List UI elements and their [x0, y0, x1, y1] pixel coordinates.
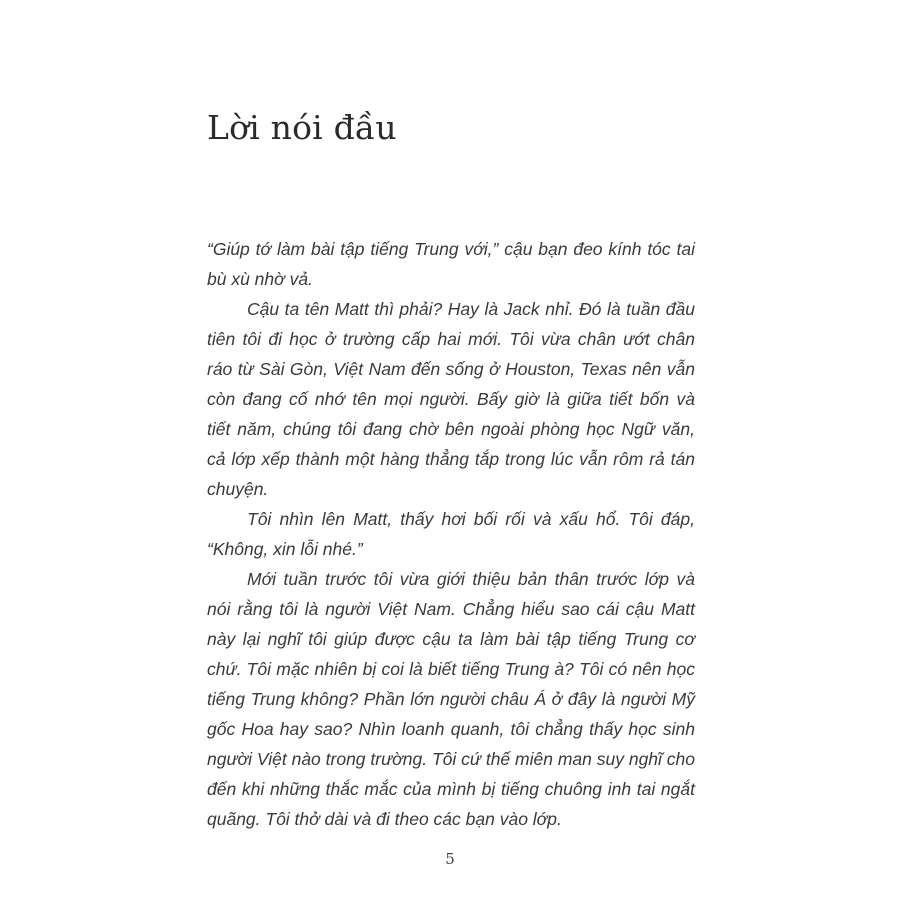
body-text: [207, 234, 695, 834]
text-line: Mới tuần trước tôi vừa giới thiệu bản thân trước lớp và: [247, 569, 695, 589]
text-line: người Việt nào trong trường. Tôi cứ thế miên man suy nghĩ cho: [207, 749, 695, 769]
text-line: ráo từ Sài Gòn, Việt Nam đến sống ở Houston, Texas nên vẫn: [207, 359, 695, 379]
page-number: 5: [445, 850, 455, 868]
text-line: bù xù nhờ vả.: [207, 269, 313, 289]
text-line: Tôi nhìn lên Matt, thấy hơi bối rối và xấu hổ. Tôi đáp,: [247, 509, 695, 529]
text-line: nói rằng tôi là người Việt Nam. Chẳng hiểu sao cái cậu Matt: [207, 599, 695, 619]
paragraph: [207, 504, 695, 564]
text-line: tiếng Trung không? Phần lớn người châu Á ở đây là người Mỹ: [207, 689, 695, 709]
text-line: “Giúp tớ làm bài tập tiếng Trung với,” cậu bạn đeo kính tóc tai: [207, 239, 695, 259]
text-line: này lại nghĩ tôi giúp được cậu ta làm bài tập tiếng Trung cơ: [207, 629, 695, 649]
text-line: cả lớp xếp thành một hàng thẳng tắp trong lúc vẫn rôm rả tán: [207, 449, 695, 469]
text-line: còn đang cố nhớ tên mọi người. Bấy giờ là giữa tiết bốn và: [207, 389, 695, 409]
chapter-title: Lời nói đầu: [207, 108, 397, 147]
paragraph: [207, 294, 695, 504]
text-line: chuyện.: [207, 479, 269, 499]
text-line: Cậu ta tên Matt thì phải? Hay là Jack nhỉ. Đó là tuần đầu: [247, 299, 695, 319]
text-line: tiên tôi đi học ở trường cấp hai mới. Tôi vừa chân ướt chân: [207, 329, 695, 349]
text-line: đến khi những thắc mắc của mình bị tiếng chuông inh tai ngắt: [207, 779, 695, 799]
text-line: quãng. Tôi thở dài và đi theo các bạn vào lớp.: [207, 809, 562, 829]
paragraph: [207, 234, 695, 294]
text-line: chứ. Tôi mặc nhiên bị coi là biết tiếng Trung à? Tôi có nên học: [207, 659, 695, 679]
text-line: tiết năm, chúng tôi đang chờ bên ngoài phòng học Ngữ văn,: [207, 419, 695, 439]
text-line: gốc Hoa hay sao? Nhìn loanh quanh, tôi chẳng thấy học sinh: [207, 719, 695, 739]
paragraph: [207, 564, 695, 834]
text-line: “Không, xin lỗi nhé.”: [207, 539, 363, 559]
